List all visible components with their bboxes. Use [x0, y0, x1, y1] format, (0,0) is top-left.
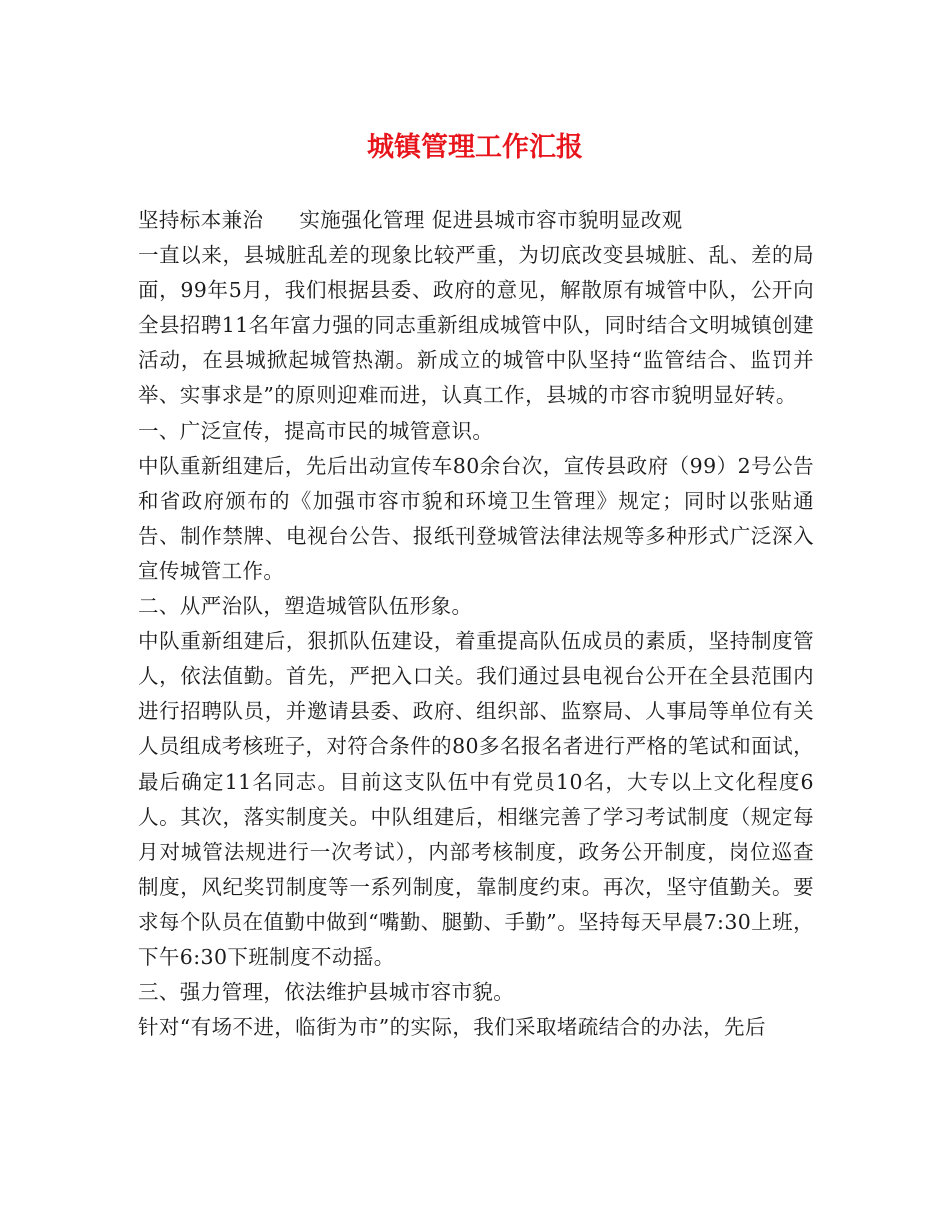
section-heading-3: 三、强力管理，依法维护县城市容市貌。: [138, 980, 515, 1005]
subtitle-part-2: 实施强化管理 促进县城市容市貌明显改观: [299, 208, 683, 232]
section-heading-1: 一、广泛宣传，提高市民的城管意识。: [138, 418, 494, 443]
paragraph-section-2: 中队重新组建后，狠抓队伍建设，着重提高队伍成员的素质，坚持制度管人，依法值勤。首先，严把入口关。我们通过县电视台公开在全县范围内进行招聘队员，并邀请县委、政府、组织部、监察局、人事局等单位有关人员组成考核班子，对符合条件的80多名报名者进行严格的笔试和面试，最后确定11名同志。目前这支队伍中有党员10名，大专以上文化程度6人。其次，落实制度关。中队组建后，相继完善了学习考试制度（规定每月对城管法规进行一次考试），内部考核制度，政务公开制度，岗位巡查制度，风纪奖罚制度等一系列制度，靠制度约束。再次，坚守值勤关。要求每个队员在值勤中做到“嘴勤、腿勤、手勤”。坚持每天早晨7:30上班，下午6:30下班制度不动摇。: [138, 629, 814, 969]
paragraph-intro: 一直以来，县城脏乱差的现象比较严重，为切底改变县城脏、乱、差的局面，99年5月，我们根据县委、政府的意见，解散原有城管中队，公开向全县招聘11名年富力强的同志重新组成城管中队，同时结合文明城镇创建活动，在县城掀起城管热潮。新成立的城管中队坚持“监管结合、监罚并举、实事求是”的原则迎难而进，认真工作，县城的市容市貌明显好转。: [138, 243, 814, 408]
document-title: 城镇管理工作汇报: [367, 132, 583, 163]
subtitle-part-1: 坚持标本兼治: [138, 208, 264, 232]
paragraph-section-1: 中队重新组建后，先后出动宣传车80余台次，宣传县政府（99）2号公告和省政府颁布的《加强市容市貌和环境卫生管理》规定；同时以张贴通告、制作禁牌、电视台公告、报纸刊登城管法律法规等多种形式广泛深入宣传城管工作。: [138, 453, 814, 583]
document-body: [138, 203, 814, 1045]
section-heading-2: 二、从严治队，塑造城管队伍形象。: [138, 594, 473, 619]
paragraph-section-3: 针对“有场不进，临街为市”的实际，我们采取堵疏结合的办法，先后: [138, 1015, 766, 1040]
document-subtitle: [138, 203, 814, 238]
